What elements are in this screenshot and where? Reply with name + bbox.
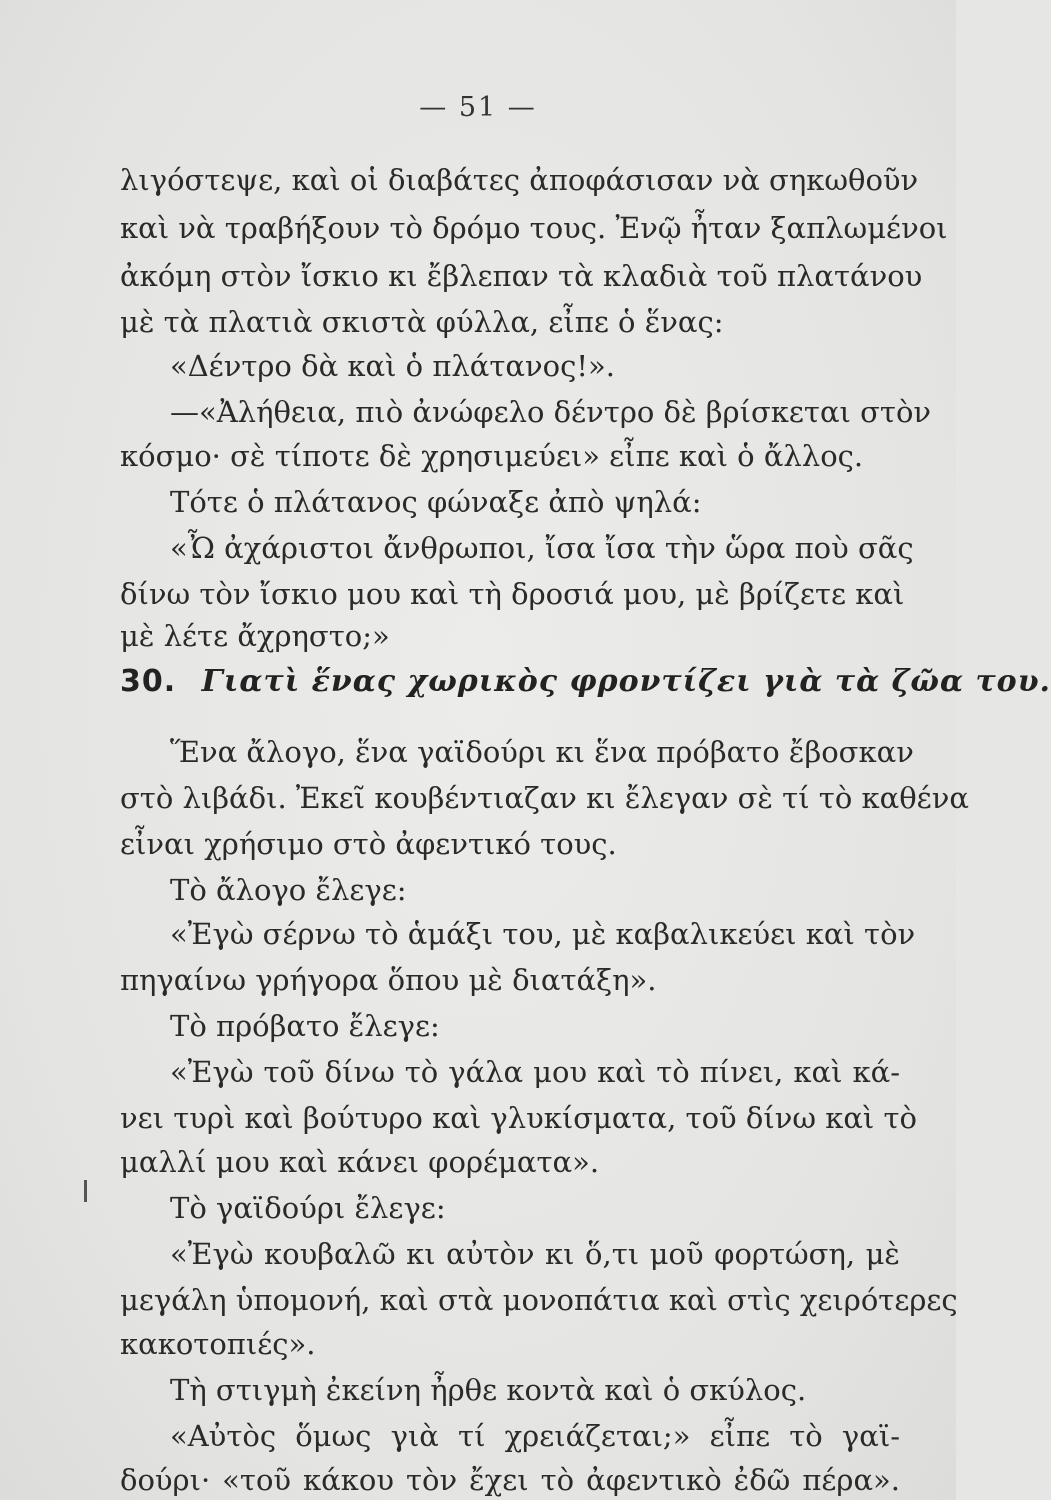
text-line: μὲ λέτε ἄχρηστο;»	[120, 619, 390, 653]
text-line: Τὸ ἄλογο ἔλεγε:	[170, 873, 407, 907]
section-heading	[120, 660, 1051, 704]
text-line: δούρι· «τοῦ κάκου τὸν ἔχει τὸ ἀφεντικὸ ἐδῶ πέρα».	[120, 1463, 900, 1497]
text-line: νει τυρὶ καὶ βούτυρο καὶ γλυκίσματα, τοῦ δίνω καὶ τὸ	[120, 1101, 918, 1135]
text-line: Τότε ὁ πλάτανος φώναξε ἀπὸ ψηλά:	[170, 485, 702, 519]
text-line: «Ἐγὼ κουβαλῶ κι αὐτὸν κι ὅ,τι μοῦ φορτώση, μὲ	[170, 1237, 900, 1271]
text-line: «Ἐγὼ σέρνω τὸ ἁμάξι του, μὲ καβαλικεύει καὶ τὸν	[170, 917, 916, 951]
text-line: μαλλί μου καὶ κάνει φορέματα».	[120, 1145, 600, 1179]
text-line: καὶ νὰ τραβήξουν τὸ δρόμο τους. Ἐνῷ ἦταν ξαπλωμένοι	[120, 211, 948, 245]
text-line: κόσμο· σὲ τίποτε δὲ χρησιμεύει» εἶπε καὶ ὁ ἄλλος.	[120, 439, 864, 473]
text-line: Τὸ πρόβατο ἔλεγε:	[170, 1009, 440, 1043]
text-line: Ἕνα ἄλογο, ἕνα γαϊδούρι κι ἕνα πρόβατο ἔβοσκαν	[170, 735, 914, 769]
section-number: 30.	[120, 664, 177, 699]
text-line: δίνω τὸν ἴσκιο μου καὶ τὴ δροσιά μου, μὲ βρίζετε καὶ	[120, 577, 905, 611]
page-number: — 51 —	[419, 92, 537, 123]
text-line: Τὴ στιγμὴ ἐκείνη ἦρθε κοντὰ καὶ ὁ σκύλος.	[170, 1373, 807, 1407]
text-line: «Ἐγὼ τοῦ δίνω τὸ γάλα μου καὶ τὸ πίνει, καὶ κά-	[170, 1055, 900, 1089]
text-line: εἶναι χρήσιμο στὸ ἀφεντικό τους.	[120, 827, 617, 861]
section-title: Γιατὶ ἕνας χωρικὸς φροντίζει γιὰ τὰ ζῶα του.	[201, 664, 1051, 699]
text-line: μεγάλη ὑπομονή, καὶ στὰ μονοπάτια καὶ στὶς χειρότερες	[120, 1283, 958, 1317]
text-line: «Ὦ ἀχάριστοι ἄνθρωποι, ἴσα ἴσα τὴν ὥρα ποὺ σᾶς	[170, 531, 914, 565]
text-line: κακοτοπιές».	[120, 1327, 316, 1361]
text-line: στὸ λιβάδι. Ἐκεῖ κουβέντιαζαν κι ἔλεγαν σὲ τί τὸ καθένα	[120, 781, 969, 815]
text-line: —«Ἀλήθεια, πιὸ ἀνώφελο δέντρο δὲ βρίσκεται στὸν	[170, 395, 932, 429]
text-line: λιγόστεψε, καὶ οἱ διαβάτες ἀποφάσισαν νὰ σηκωθοῦν	[120, 163, 919, 197]
text-line: ἀκόμη στὸν ἴσκιο κι ἔβλεπαν τὰ κλαδιὰ τοῦ πλατάνου	[120, 259, 923, 293]
text-line: Τὸ γαϊδούρι ἔλεγε:	[170, 1191, 446, 1225]
text-line: «Δέντρο δὰ καὶ ὁ πλάτανος!».	[170, 349, 615, 383]
text-line: πηγαίνω γρήγορα ὅπου μὲ διατάξη».	[120, 963, 657, 997]
text-line: μὲ τὰ πλατιὰ σκιστὰ φύλλα, εἶπε ὁ ἕνας:	[120, 305, 724, 339]
text-line: «Αὐτὸς ὅμως γιὰ τί χρειάζεται;» εἶπε τὸ γαϊ-	[170, 1419, 900, 1453]
margin-mark	[84, 1180, 87, 1202]
